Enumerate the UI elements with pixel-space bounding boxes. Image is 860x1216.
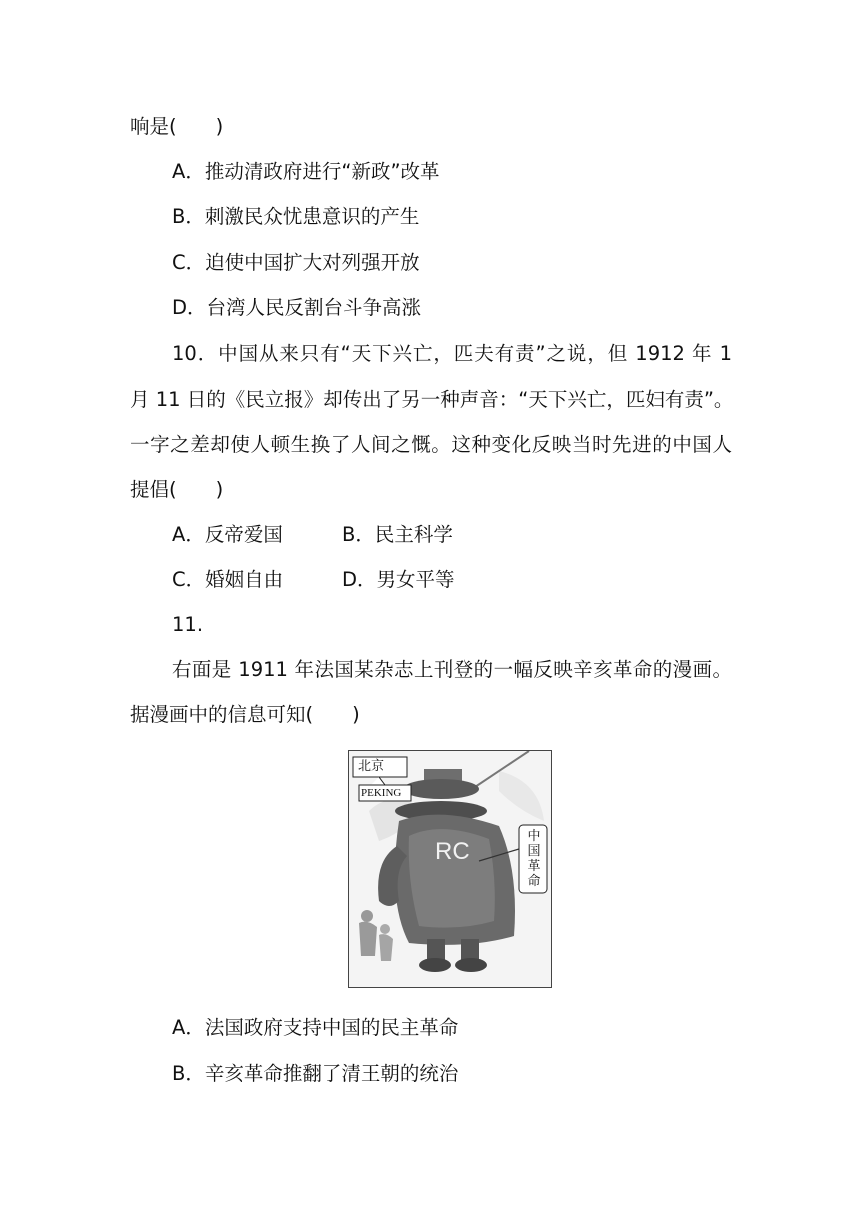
q9-stem-tail: 响是( ) xyxy=(130,115,224,138)
q10-stem-line-4: 提倡( ) xyxy=(130,478,224,501)
cartoon-label-beijing: 北京 xyxy=(358,759,385,774)
revolution-cartoon xyxy=(348,750,552,988)
q11-option-b[interactable]: B．辛亥革命推翻了清王朝的统治 xyxy=(172,1062,459,1085)
cartoon-coat-text: RC xyxy=(435,838,470,865)
q9-option-c[interactable]: C．迫使中国扩大对列强开放 xyxy=(172,251,420,274)
q11-number: 11. xyxy=(172,613,204,636)
q10-option-b[interactable]: B．民主科学 xyxy=(342,523,453,546)
revolution-char-4: 命 xyxy=(527,874,541,889)
q11-stem-line-2: 据漫画中的信息可知( ) xyxy=(130,703,360,726)
revolution-char-1: 中 xyxy=(527,829,541,844)
q9-option-a[interactable]: A．推动清政府进行“新政”改革 xyxy=(172,160,440,183)
q10-stem-line-3: 一字之差却使人顿生换了人间之慨。这种变化反映当时先进的中国人 xyxy=(130,433,732,456)
cartoon-label-revolution xyxy=(521,829,547,889)
revolution-char-3: 革 xyxy=(527,859,541,874)
cartoon-label-peking: PEKING xyxy=(361,787,402,799)
q10-option-c[interactable]: C．婚姻自由 xyxy=(172,568,284,591)
revolution-char-2: 国 xyxy=(527,844,541,859)
q10-stem-line-2: 月 11 日的《民立报》却传出了另一种声音：“天下兴亡，匹妇有责”。 xyxy=(130,388,734,411)
q10-stem-line-1: 10．中国从来只有“天下兴亡，匹夫有责”之说，但 1912 年 1 xyxy=(172,342,732,365)
q9-option-b[interactable]: B．刺激民众忧患意识的产生 xyxy=(172,205,420,228)
q11-option-a[interactable]: A．法国政府支持中国的民主革命 xyxy=(172,1016,459,1039)
q10-option-d[interactable]: D．男女平等 xyxy=(342,568,455,591)
q9-option-d[interactable]: D．台湾人民反割台斗争高涨 xyxy=(172,296,422,319)
q11-stem-line-1: 右面是 1911 年法国某杂志上刊登的一幅反映辛亥革命的漫画。 xyxy=(172,658,732,681)
q10-option-a[interactable]: A．反帝爱国 xyxy=(172,523,283,546)
